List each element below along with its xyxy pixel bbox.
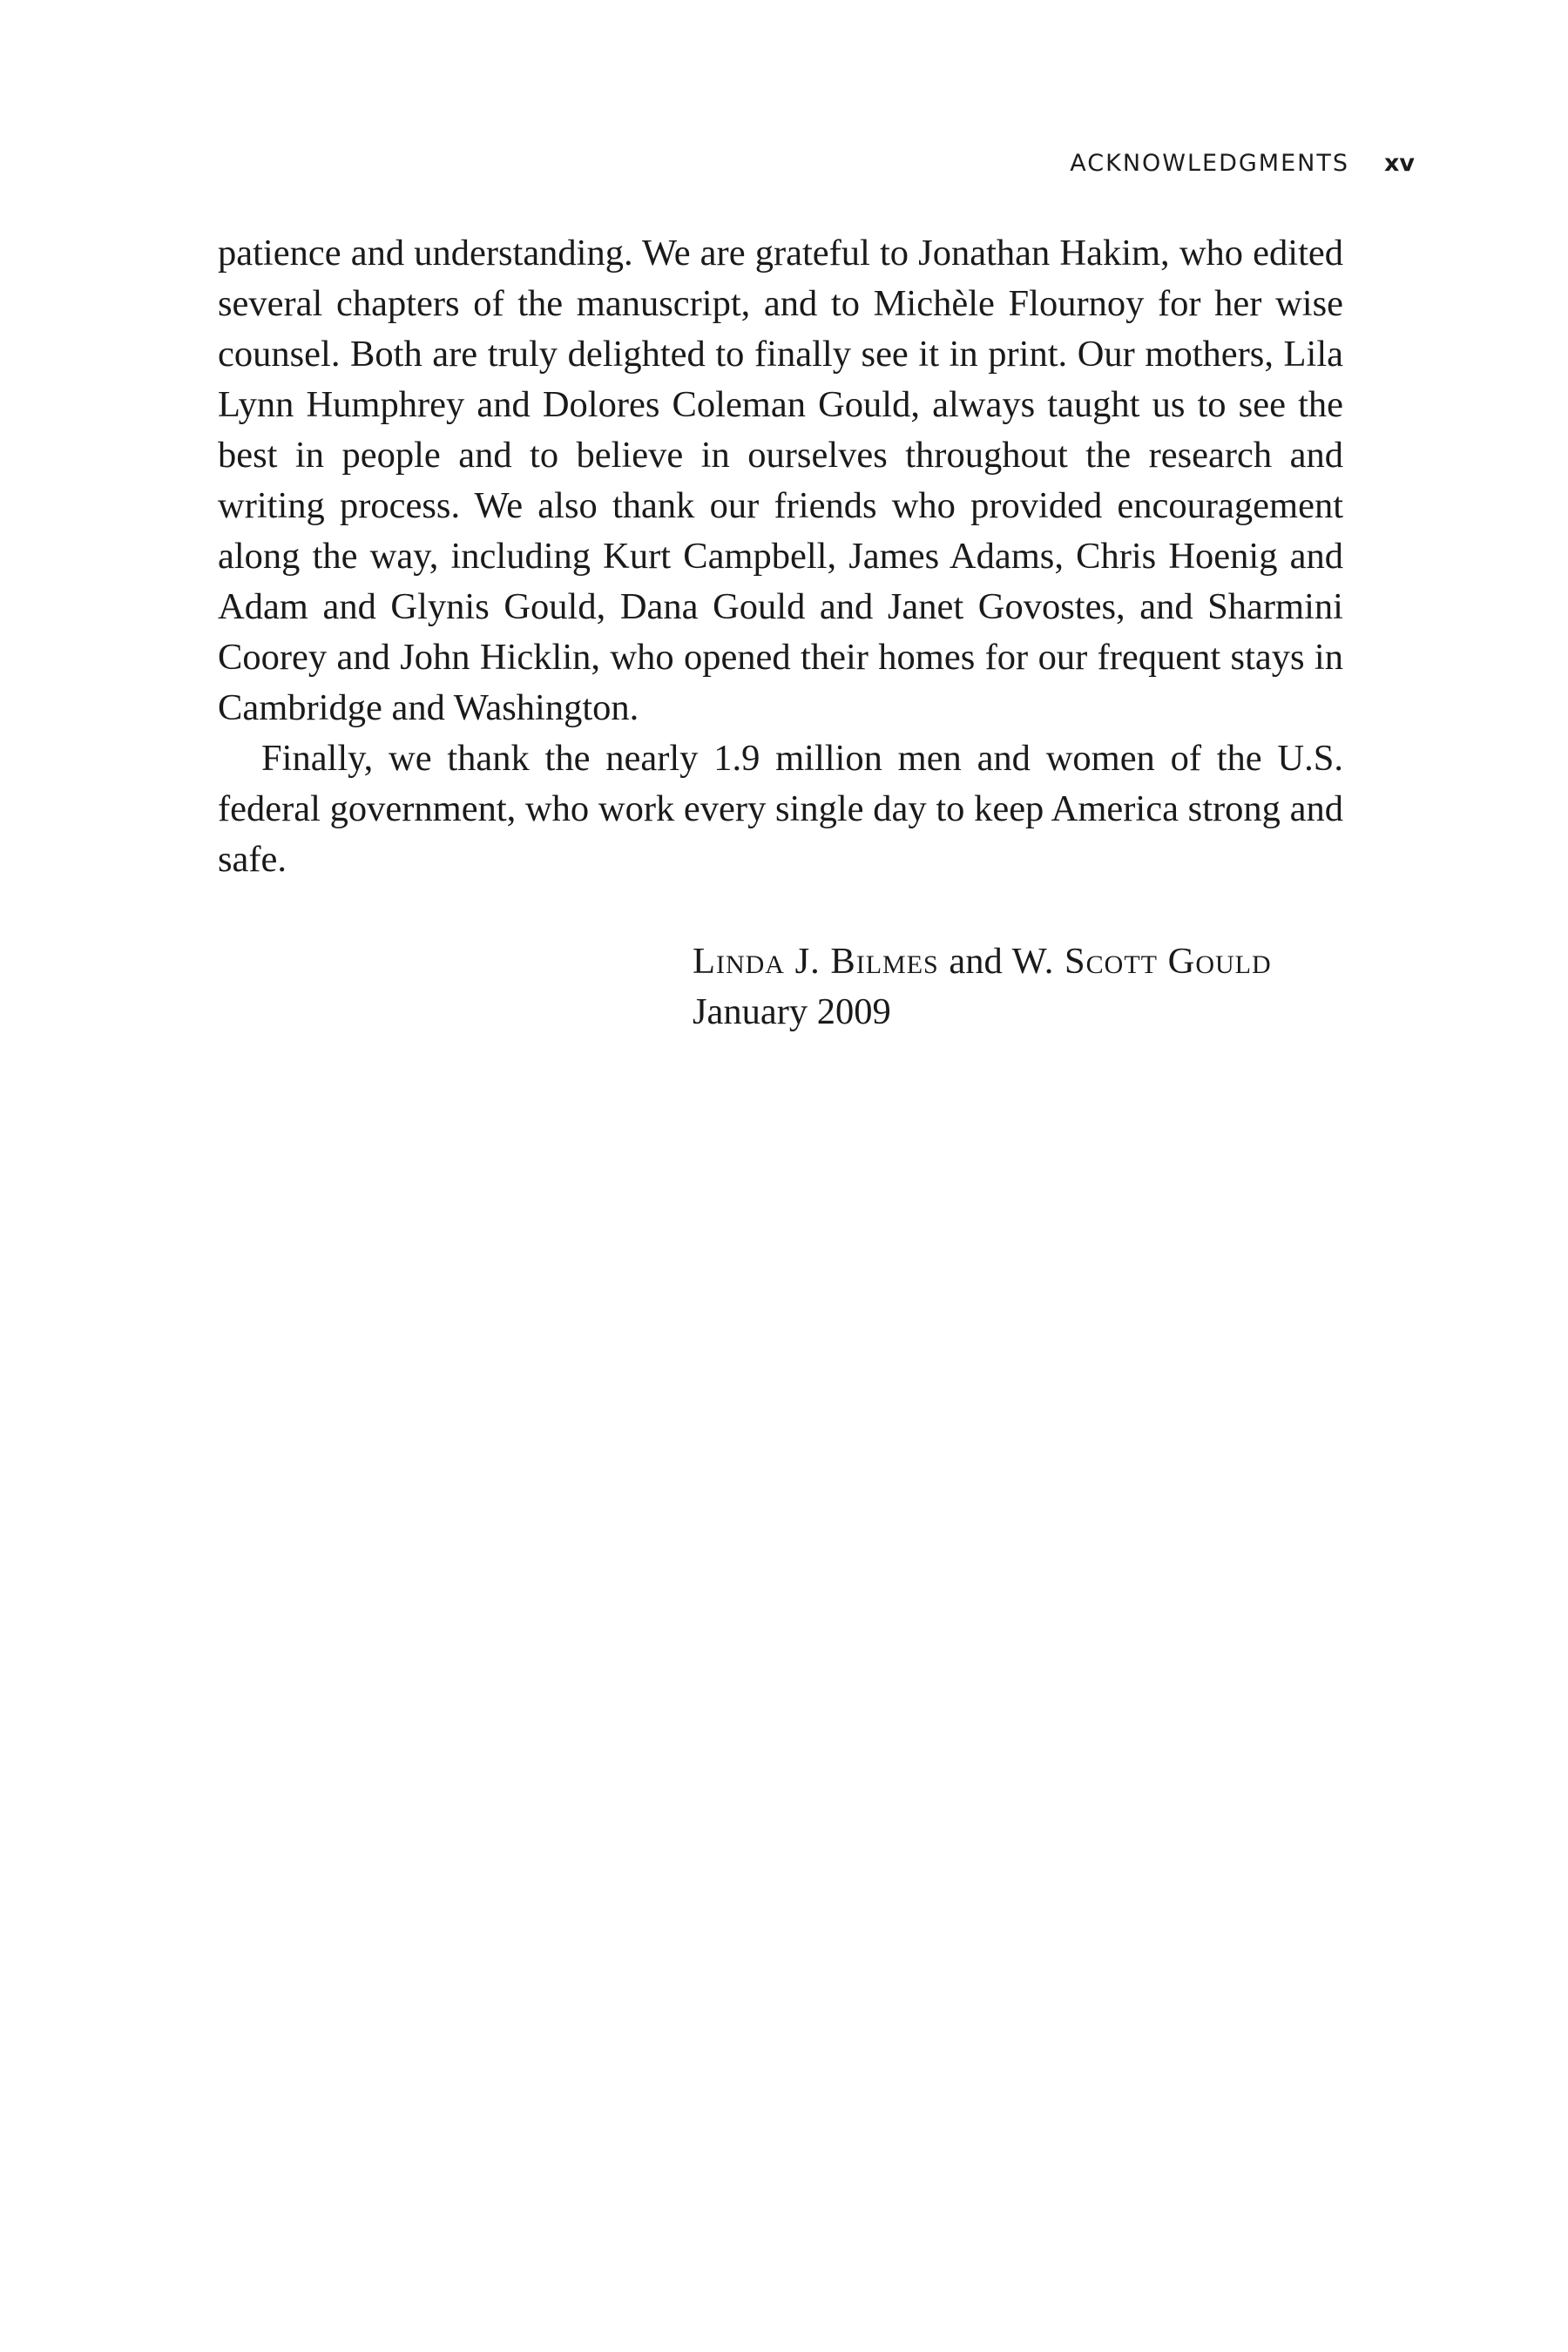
paragraph-continued: patience and understanding. We are grateful to Jonathan Hakim, who edited several chapters of the manuscript, and to Michèle Flournoy for her wise counsel. Both are truly delighted to finally see it in print. Our mothers, Lila Lynn Humphrey and Dolores Coleman Gould, always taught us to see the best in people and to believe in ourselves throughout the research and writing process. We also thank our friends who provided encouragement along the way, including Kurt Campbell, James Adams, Chris Hoenig and Adam and Glynis Gould, Dana Gould and Janet Govostes, and Sharmini Coorey and John Hicklin, who opened their homes for our frequent stays in Cambridge and Washington. — [218, 233, 1343, 728]
signature-block — [693, 936, 1272, 1037]
page-number: xv — [1383, 150, 1415, 177]
author-conjunction: and — [949, 941, 1003, 982]
author-name-2: W. Scott Gould — [1011, 941, 1272, 982]
author-name-1: Linda J. Bilmes — [693, 941, 939, 982]
running-head — [1070, 146, 1415, 181]
acknowledgments-text — [218, 228, 1343, 885]
paragraph-final: Finally, we thank the nearly 1.9 million men and women of the U.S. federal government, who work every single day to keep America strong and safe. — [218, 738, 1343, 880]
author-names — [693, 936, 1272, 987]
signature-date: January 2009 — [693, 991, 891, 1032]
running-head-title: ACKNOWLEDGMENTS — [1070, 150, 1349, 177]
